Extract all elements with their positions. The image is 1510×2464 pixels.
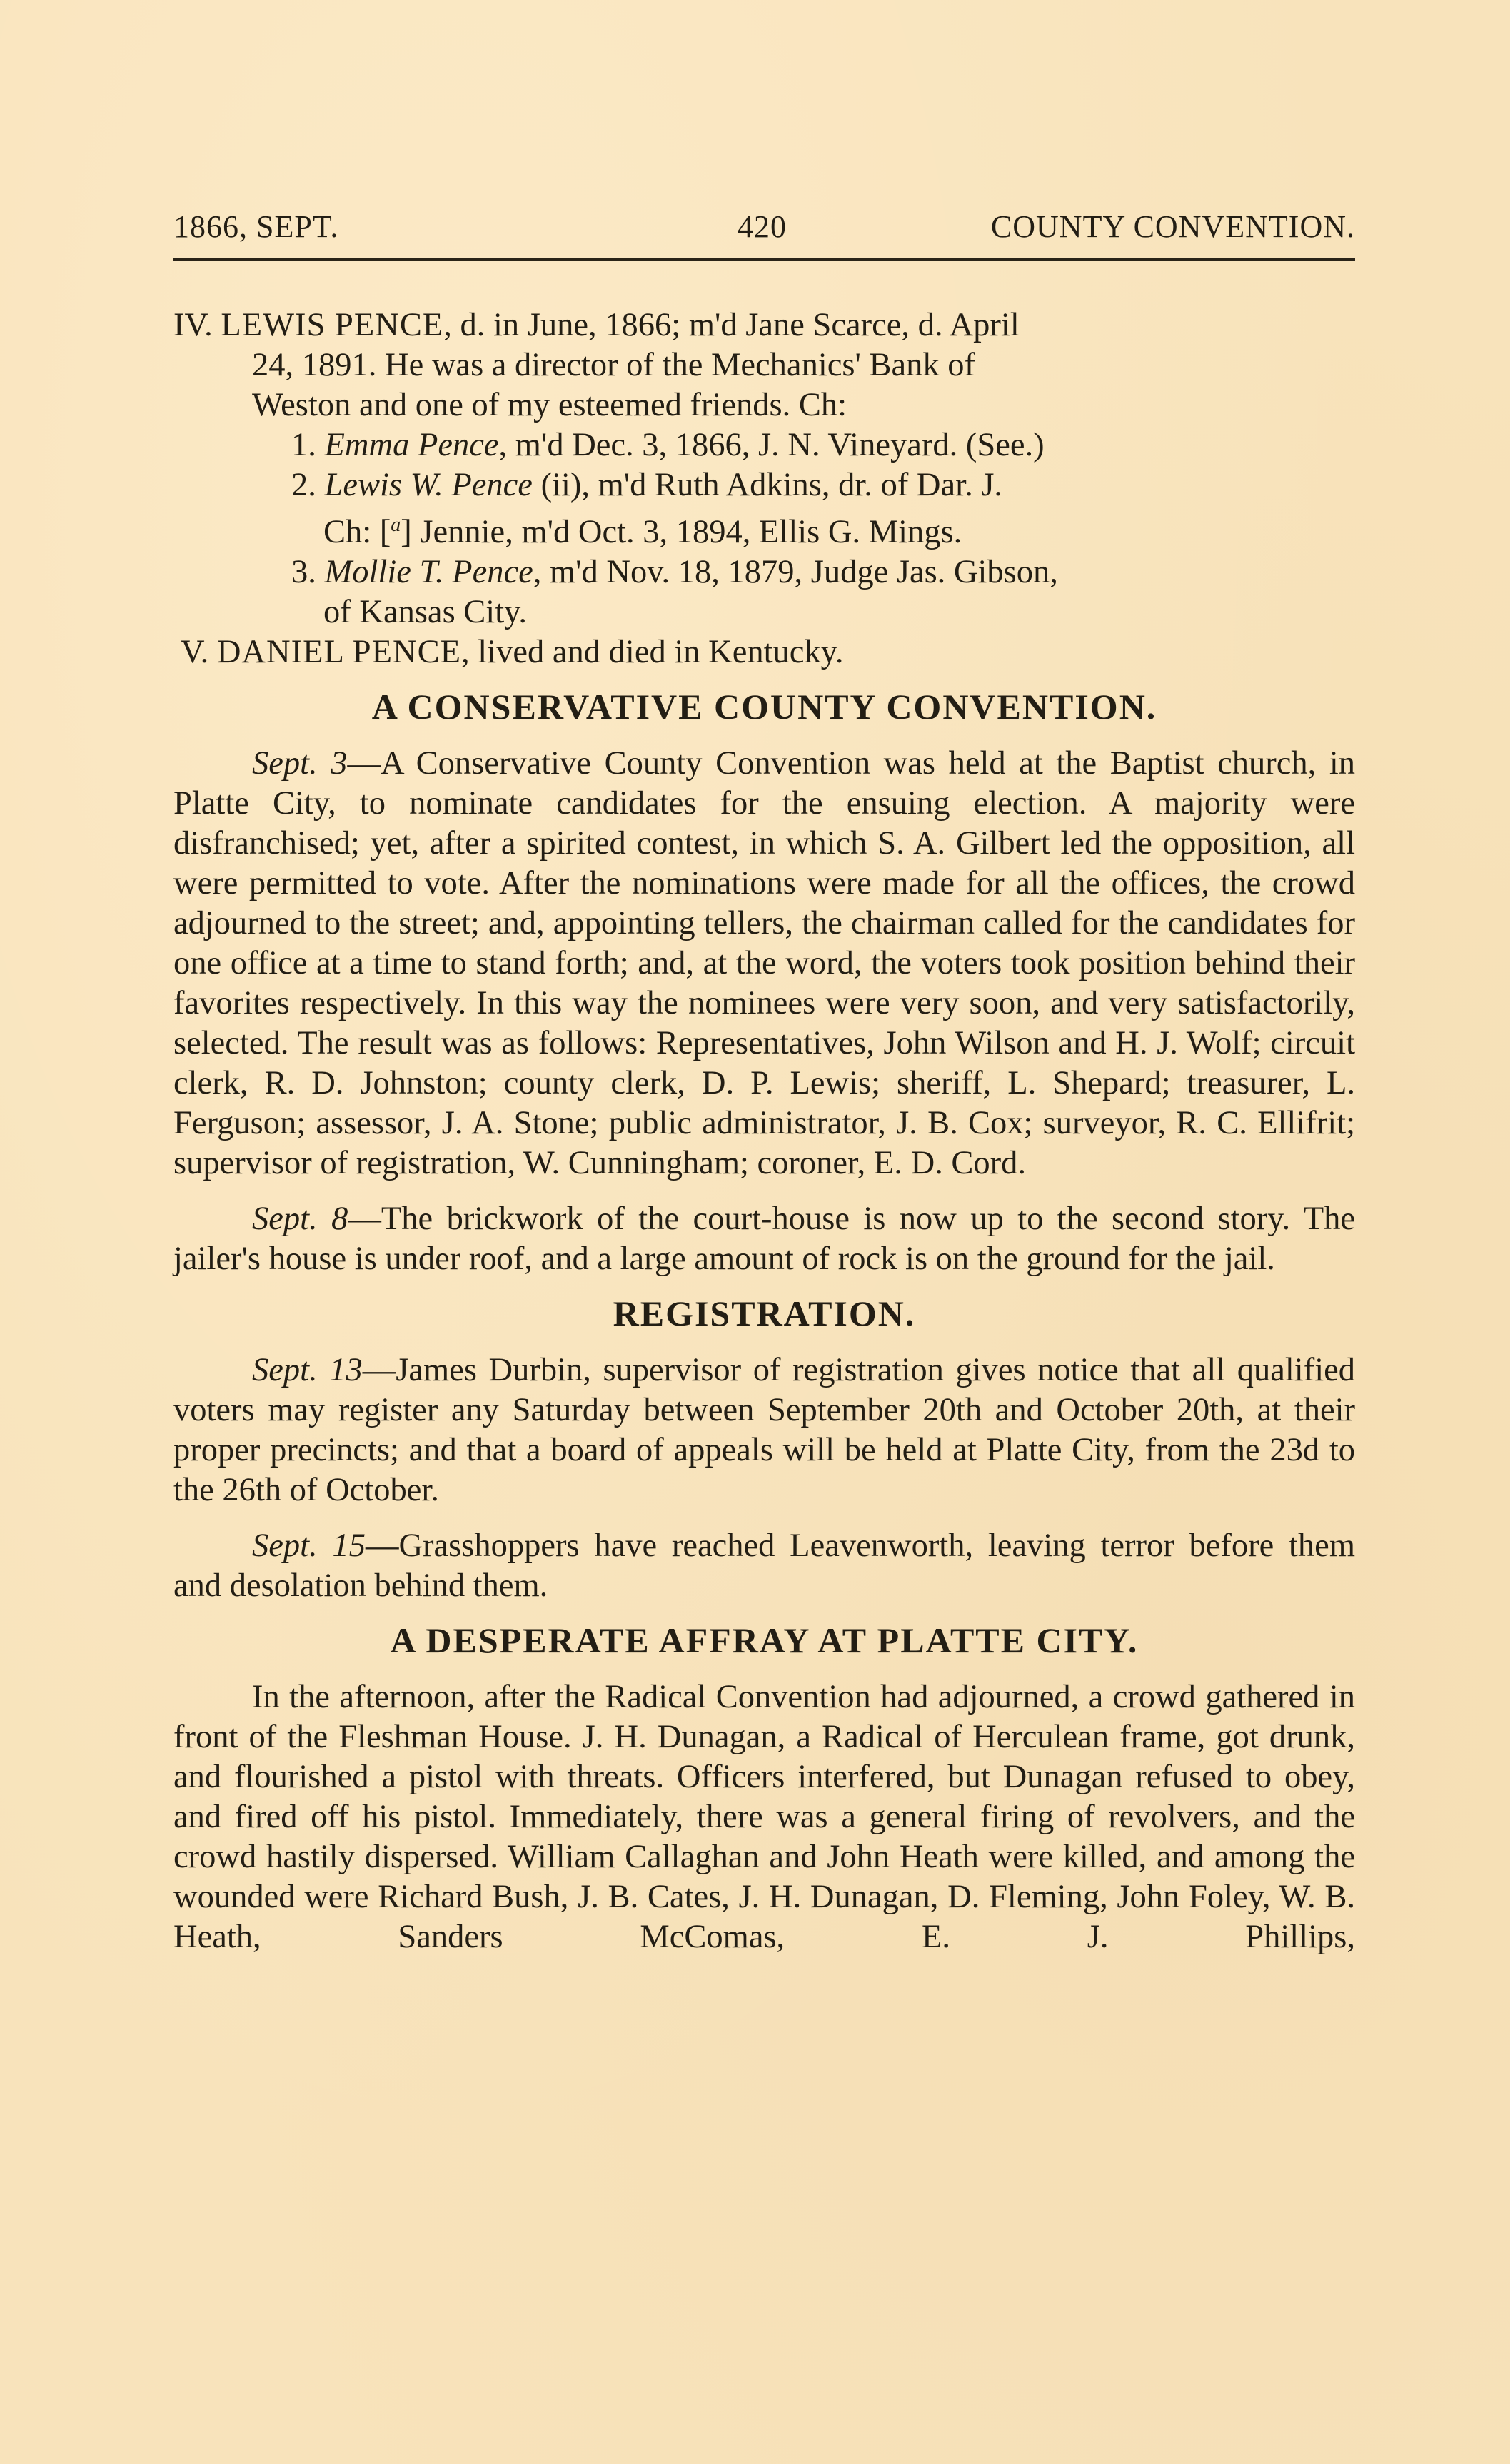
child-name: Emma Pence [324, 427, 499, 463]
paragraph-date: Sept. 13 [252, 1352, 363, 1388]
child-text: , m'd Dec. 3, 1866, J. N. Vineyard. (See.) [498, 427, 1045, 463]
child-name: Lewis W. Pence [324, 467, 533, 503]
running-head [173, 208, 1355, 251]
paragraph-date: Sept. 3 [252, 745, 348, 782]
paragraph-text: —The brickwork of the court-house is now up to the second story. The jailer's house is under roof, and a large amount of rock is on the ground for the jail. [173, 1201, 1356, 1277]
child-number: 2. [291, 467, 316, 503]
paragraph-date: Sept. 15 [252, 1528, 366, 1564]
child-text: , m'd Nov. 18, 1879, Judge Jas. Gibson, [533, 554, 1058, 590]
paragraph-date: Sept. 8 [252, 1201, 348, 1237]
running-head-title: COUNTY CONVENTION. [990, 209, 1355, 244]
child-name: Mollie T. Pence [324, 554, 533, 590]
running-head-date: 1866, SEPT. [173, 209, 339, 244]
section-heading: REGISTRATION. [613, 1293, 916, 1333]
book-page [173, 208, 1355, 1957]
entry-iv-line2: 24, 1891. He was a director of the Mechanics' Bank of [252, 347, 975, 383]
child-entry-continuation: of Kansas City. [323, 594, 527, 630]
paragraph-text: In the afternoon, after the Radical Convention had adjourned, a crowd gathered in front of the Fleshman House. J. H. Dunagan, a Radical of Herculean frame, got drunk, and flourished a pistol with threats. Officers interfered, but Dunagan refused to obey, and fired off his pistol. Immediately, there was a general firing of revolvers, and the crowd hastily dispersed. William Callaghan and John Heath were killed, and among the wounded were Richard Bush, J. B. Cates, J. H. Dunagan, D. Fleming, John Foley, W. B. Heath, Sanders McComas, E. J. Phillips, [173, 1679, 1355, 1955]
child-entry [173, 465, 1355, 505]
child-entry-continuation [173, 505, 1355, 552]
dated-paragraph [173, 1350, 1355, 1510]
entry-text: , d. in June, 1866; m'd Jane Scarce, d. April [443, 307, 1020, 343]
grandchild-text: ] Jennie, m'd Oct. 3, 1894, Ellis G. Mings. [401, 514, 962, 550]
person-name: LEWIS PENCE [221, 307, 444, 343]
entry-iv-line3: Weston and one of my esteemed friends. Ch: [252, 387, 847, 423]
dated-paragraph [173, 744, 1355, 1183]
genealogy-entry-iv [173, 306, 1355, 632]
section-heading: A DESPERATE AFFRAY AT PLATTE CITY. [390, 1620, 1139, 1660]
grandchild-prefix: Ch: [ [323, 514, 391, 550]
paragraph-text: —James Durbin, supervisor of registration gives notice that all qualified voters may register any Saturday between September 20th and October 20th, at their proper precincts; and that a board of appeals will be held at Platte City, from the 23d to the 26th of October. [173, 1352, 1356, 1508]
paragraph-text: —Grasshoppers have reached Leavenworth, leaving terror before them and desolation behind them. [173, 1528, 1355, 1604]
roman-numeral: V. [181, 634, 209, 670]
child-number: 1. [291, 427, 316, 463]
person-name: DANIEL PENCE [216, 634, 462, 670]
entry-iv-line1 [173, 306, 1355, 345]
child-entry [173, 552, 1355, 592]
page-number: 420 [738, 209, 787, 244]
child-number: 3. [291, 554, 316, 590]
paragraph-text: —A Conservative County Convention was held at the Baptist church, in Platte City, to nominate candidates for the ensuing election. A majority were disfranchised; yet, after a spirited contest, in which S. A. Gilbert led the opposition, all were permitted to vote. After the nominations were made for all the offices, the crowd adjourned to the street; and, appointing tellers, the chairman called for the candidates for one office at a time to stand forth; and, at the word, the voters took position behind their favorites respectively. In this way the nominees were very soon, and very satisfactorily, selected. The result was as follows: Representatives, John Wilson and H. J. Wolf; circuit clerk, R. D. Johnston; county clerk, D. P. Lewis; sheriff, L. Shepard; treasurer, L. Ferguson; assessor, J. A. Stone; public administrator, J. B. Cox; surveyor, R. C. Ellifrit; supervisor of registration, W. Cunningham; coroner, E. D. Cord. [173, 745, 1355, 1181]
header-rule [173, 258, 1355, 261]
paragraph [173, 1677, 1355, 1957]
child-text: (ii), m'd Ruth Adkins, dr. of Dar. J. [532, 467, 1003, 503]
superscript-marker: a [391, 514, 401, 536]
page-body [173, 306, 1355, 1957]
child-entry [173, 425, 1355, 465]
entry-text: , lived and died in Kentucky. [461, 634, 844, 670]
section-heading: A CONSERVATIVE COUNTY CONVENTION. [371, 687, 1157, 727]
dated-paragraph [173, 1199, 1355, 1279]
dated-paragraph [173, 1526, 1355, 1606]
genealogy-entry-v [173, 632, 1355, 672]
roman-numeral: IV. [173, 307, 213, 343]
